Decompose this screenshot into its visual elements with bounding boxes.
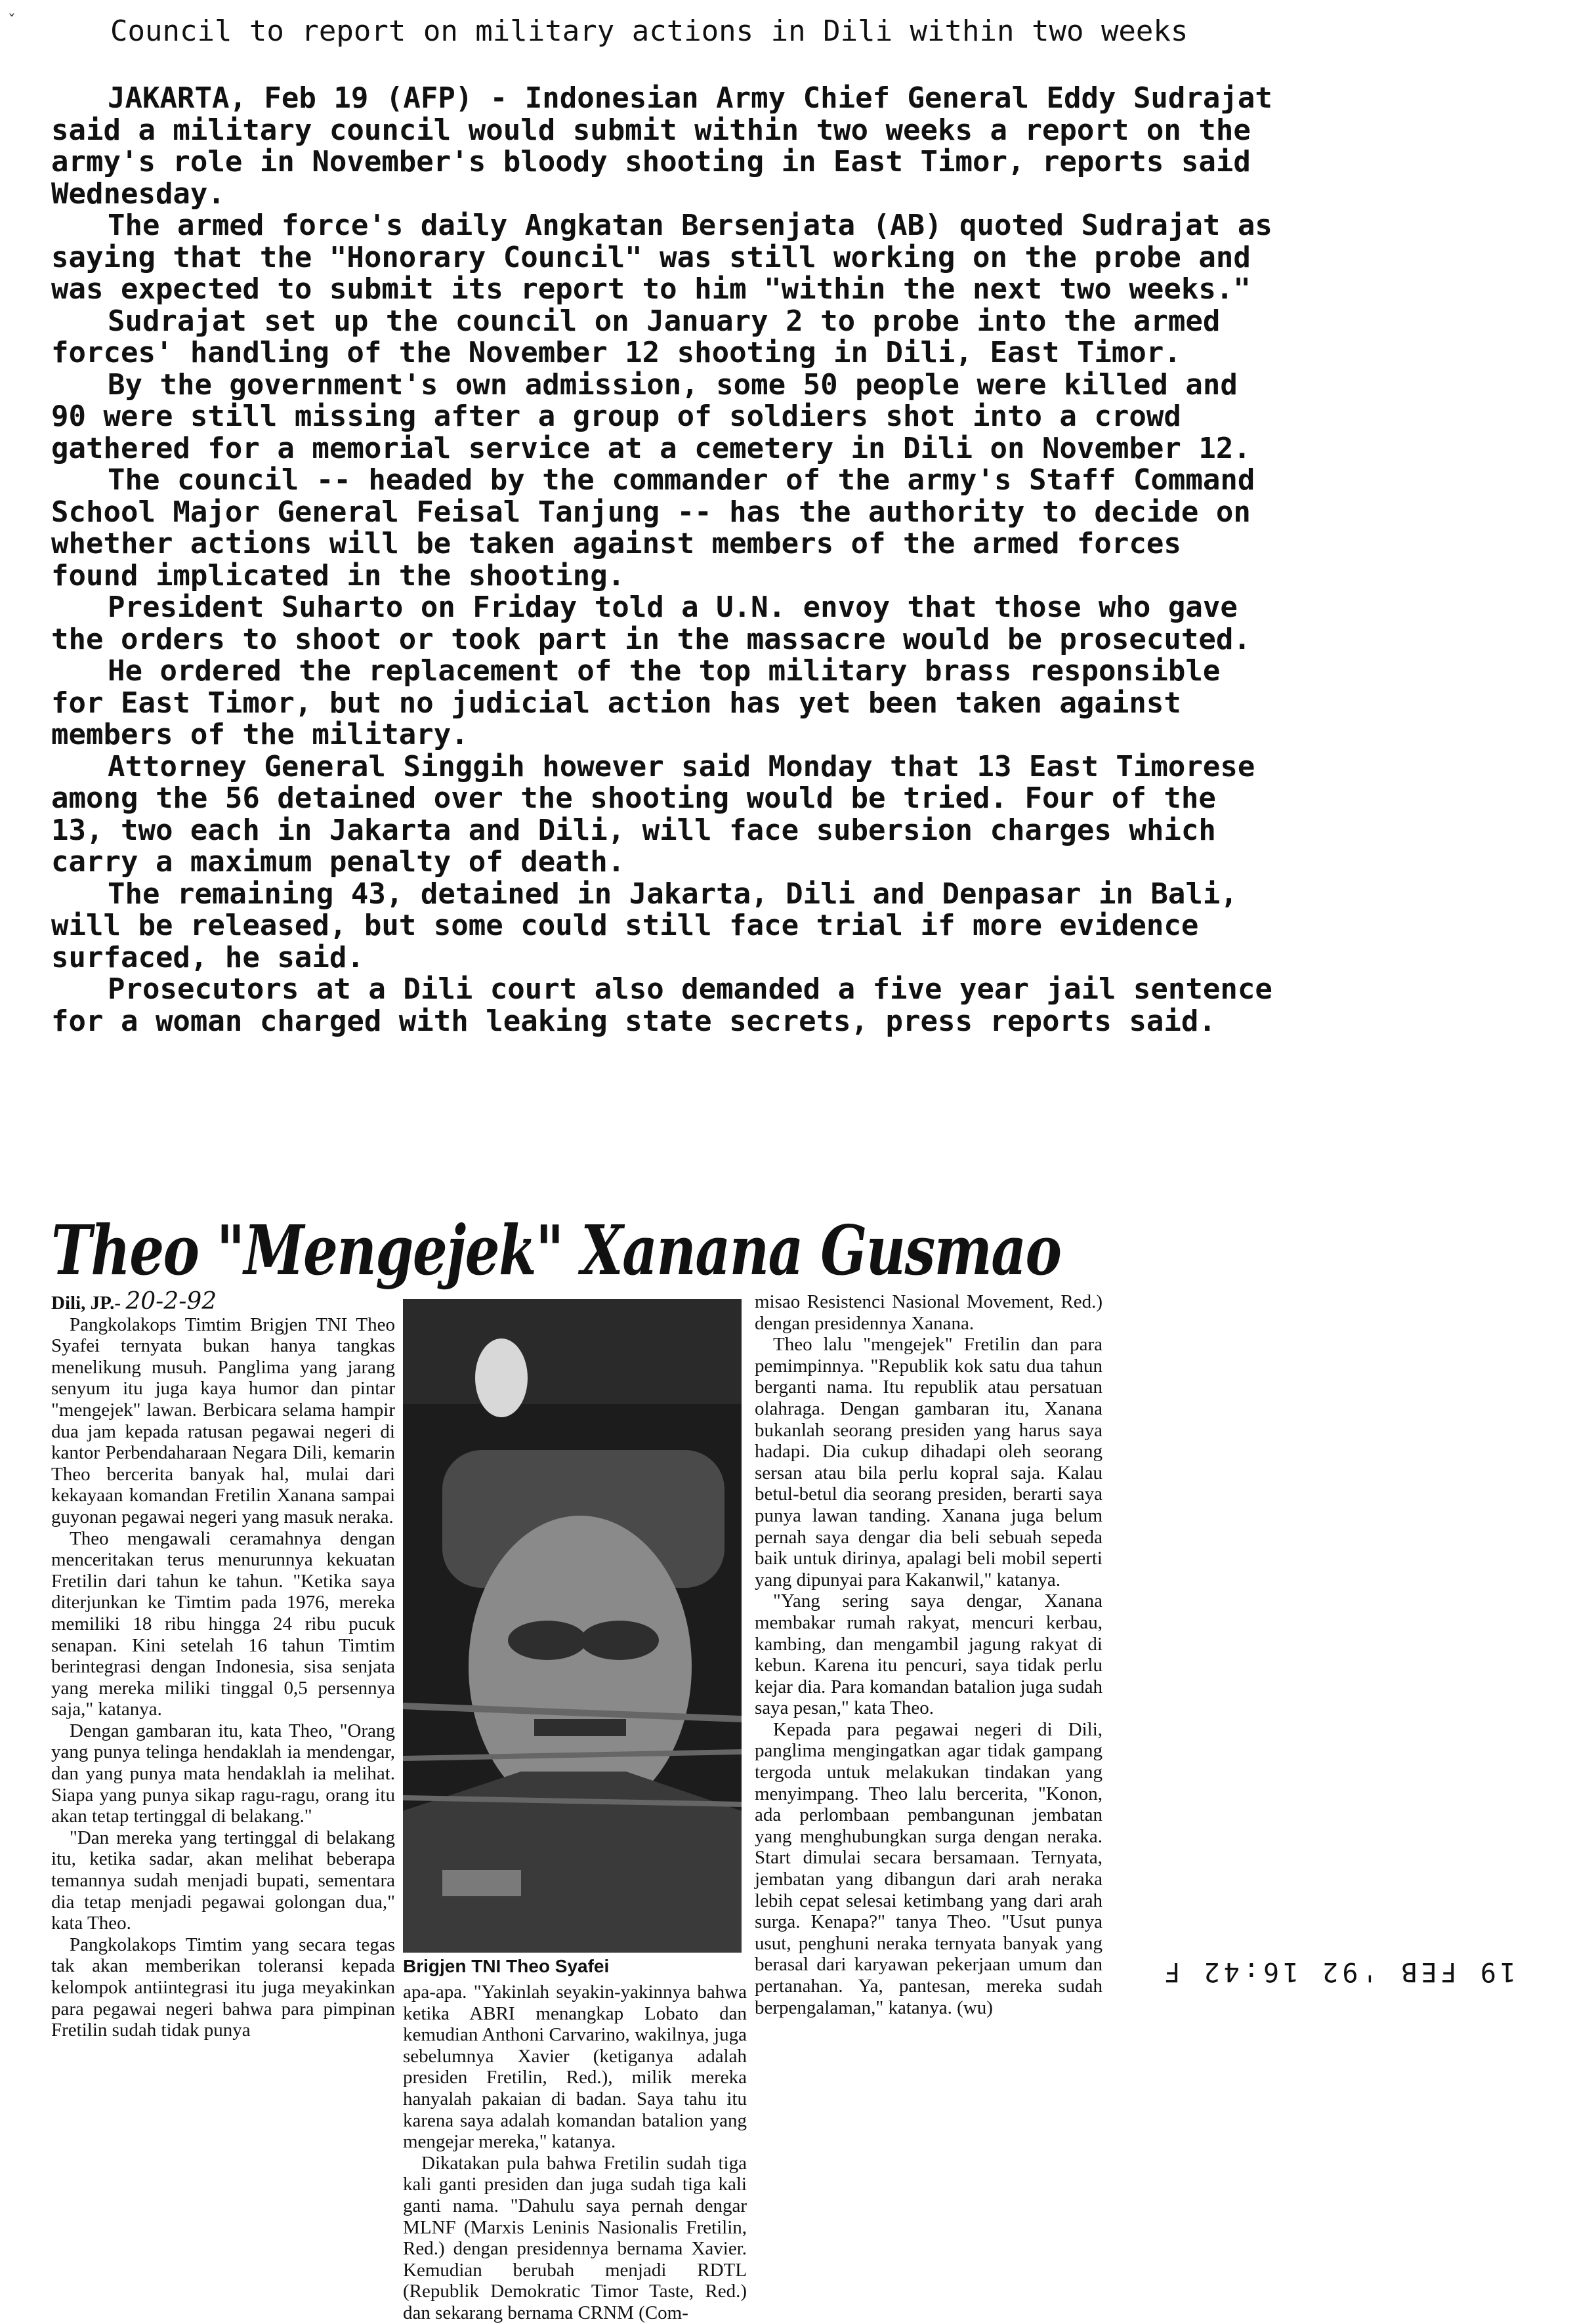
dateline-line [51,1288,395,1315]
english-article-body [51,83,1285,1037]
dateline: Dili, JP.- [51,1293,121,1314]
english-headline: Council to report on military actions in Dili within two weeks [110,14,1188,48]
english-paragraph: JAKARTA, Feb 19 (AFP) - Indonesian Army Chief General Eddy Sudrajat said a military council would submit within two weeks a report on the army's role in November's bloody shooting in East Timor, reports said Wednesday. [51,81,1272,211]
article-paragraph: Theo lalu "mengejek" Fretilin dan para pemimpinnya. "Republik kok satu dua tahun berganti nama. Itu republik atau persatuan olahraga. Dengan gambaran itu, Xanana bukanlah seorang presiden yang harus saya hadapi. Dia cukup dihadapi oleh seorang sersan atau bila perlu kopral saja. Kalau betul-betul dia seorang presiden, berarti saya punya lawan tanding. Xanana juga belum pernah saya dengar dia beli sebuah sepeda baik untuk dirinya, apalagi beli mobil seperti yang dipunyai para Kakanwil," katanya. [755,1334,1102,1590]
article-paragraph: Dengan gambaran itu, kata Theo, "Orang yang punya telinga hendaklah ia mendengar, dan yang punya mata hendaklah ia melihat. Siapa yang punya sikap ragu-ragu, orang itu akan tetap tertinggal di belakang." [51,1720,395,1827]
article-paragraph: Pangkolakops Timtim yang secara tegas tak akan memberikan toleransi kepada kelompok antiintegrasi itu juga meyakinkan para pegawai negeri bahwa para pimpinan Fretilin sudah tidak punya [51,1934,395,2041]
english-paragraph: President Suharto on Friday told a U.N. envoy that those who gave the orders to shoot or took part in the massacre would be prosecuted. [51,591,1251,656]
article-paragraph: apa-apa. "Yakinlah seyakin-yakinnya bahwa ketika ABRI menangkap Lobato dan kemudian Anthoni Carvarino, wakilnya, juga sebelumnya Xavier (ketiganya adalah presiden Fretilin, Red.), milik mereka hanyalah pakaian di badan. Saya tahu itu karena saya adalah komandan batalion yang mengejar mereka," katanya. [403,1982,747,2153]
indonesian-headline: Theo "Mengejek" Xanana Gusmao [51,1210,1061,1291]
article-column-1 [51,1288,395,2041]
article-paragraph: misao Resistenci Nasional Movement, Red.) dengan presidennya Xanana. [755,1291,1102,1334]
article-paragraph: "Dan mereka yang tertinggal di belakang itu, ketika sadar, akan melihat beberapa temannya sudah menjadi bupati, sementara dia tetap menjadi pegawai golongan dua," kata Theo. [51,1827,395,1934]
article-column-3 [755,1291,1102,2018]
photo-caption: Brigjen TNI Theo Syafei [403,1956,610,1976]
english-paragraph: By the government's own admission, some 50 people were killed and 90 were still missing after a group of soldiers shot into a crowd gathered for a memorial service at a cemetery in Dili on November 12. [51,367,1251,465]
article-paragraph: Theo mengawali ceramahnya dengan menceritakan terus menurunnya kekuatan Fretilin dari tahun ke tahun. "Ketika saya diterjunkan ke Timtim pada 1976, mereka memiliki 18 ribu hingga 24 ribu pucuk senapan. Kini setelah 16 tahun Timtim berintegrasi dengan Indonesia, sisa senjata yang mereka miliki tinggal 0,5 persennya saja," katanya. [51,1527,395,1720]
article-paragraph: Dikatakan pula bahwa Fretilin sudah tiga kali ganti presiden dan juga sudah tiga kali ganti nama. "Dahulu saya pernah dengar MLNF (Marxis Leninis Nasionalis Fretilin, Red.) dengan presidennya bernama Xavier. Kemudian berubah menjadi RDTL (Republik Demokratic Timor Taste, Red.) dan sekarang bernama CRNM (Com- [403,2152,747,2323]
article-paragraph: "Yang sering saya dengar, Xanana membakar rumah rakyat, mencuri kerbau, kambing, dan mengambil jagung rakyat di kebun. Karena itu pencuri, saya tidak perlu kejar dia. Para komandan batalion juga sudah saya pesan," kata Theo. [755,1590,1102,1719]
portrait-photo [403,1299,742,1953]
english-paragraph: He ordered the replacement of the top military brass responsible for East Timor, but no judicial action has yet been taken against members of the military. [51,654,1221,751]
english-paragraph: The remaining 43, detained in Jakarta, Dili and Denpasar in Bali, will be released, but some could still face trial if more evidence surfaced, he said. [51,877,1238,974]
english-paragraph: Attorney General Singgih however said Monday that 13 East Timorese among the 56 detained over the shooting would be tried. Four of the 13, two each in Jakarta and Dili, will face subersion charges which carry a maximum penalty of death. [51,749,1255,879]
handwritten-date: 20-2-92 [125,1288,217,1315]
english-paragraph: Sudrajat set up the council on January 2 to probe into the armed forces' handling of the November 12 shooting in Dili, East Timor. [51,304,1221,369]
portrait-image [403,1299,742,1953]
english-paragraph: The armed force's daily Angkatan Bersenjata (AB) quoted Sudrajat as saying that the "Honorary Council" was still working on the probe and was expected to submit its report to him "within the next two weeks." [51,209,1272,306]
article-column-2 [403,1982,747,2324]
english-paragraph: Prosecutors at a Dili court also demanded a five year jail sentence for a woman charged with leaking state secrets, press reports said. [51,972,1272,1038]
english-paragraph: The council -- headed by the commander of the army's Staff Command School Major General Feisal Tanjung -- has the authority to decide on whether actions will be taken against members of the armed forces found implicated in the shooting. [51,463,1255,592]
fax-timestamp: 19 FEB '92 16:42 F [1160,1957,1516,1987]
article-paragraph: Pangkolakops Timtim Brigjen TNI Theo Syafei ternyata bukan hanya tangkas menelikung musuh. Panglima yang jarang senyum itu juga kaya humor dan pintar "mengejek" lawan. Berbicara selama hampir dua jam kepada ratusan pegawai negeri di kantor Perbendaharaan Negara Dili, kemarin Theo bercerita banyak hal, mulai dari kekayaan komandan Fretilin Xanana sampai guyonan pegawai negeri yang masuk neraka. [51,1314,395,1527]
corner-mark: ˇ [8,12,16,30]
article-paragraph: Kepada para pegawai negeri di Dili, panglima mengingatkan agar tidak gampang tergoda untuk melakukan tindakan yang menyimpang. Theo lalu bercerita, "Konon, ada perlombaan pembangunan jembatan yang menghubungkan surga dengan neraka. Start dimulai secara bersamaan. Ternyata, jembatan yang dibangun dari arah neraka lebih cepat selesai ketimbang yang dari arah surga. Kenapa?" tanya Theo. "Usut punya usut, penghuni neraka ternyata banyak yang berasal dari karyawan pekerjaan umum dan pertanahan. Ya, pantesan, mereka sudah berpengalaman," katanya. (wu) [755,1718,1102,2018]
